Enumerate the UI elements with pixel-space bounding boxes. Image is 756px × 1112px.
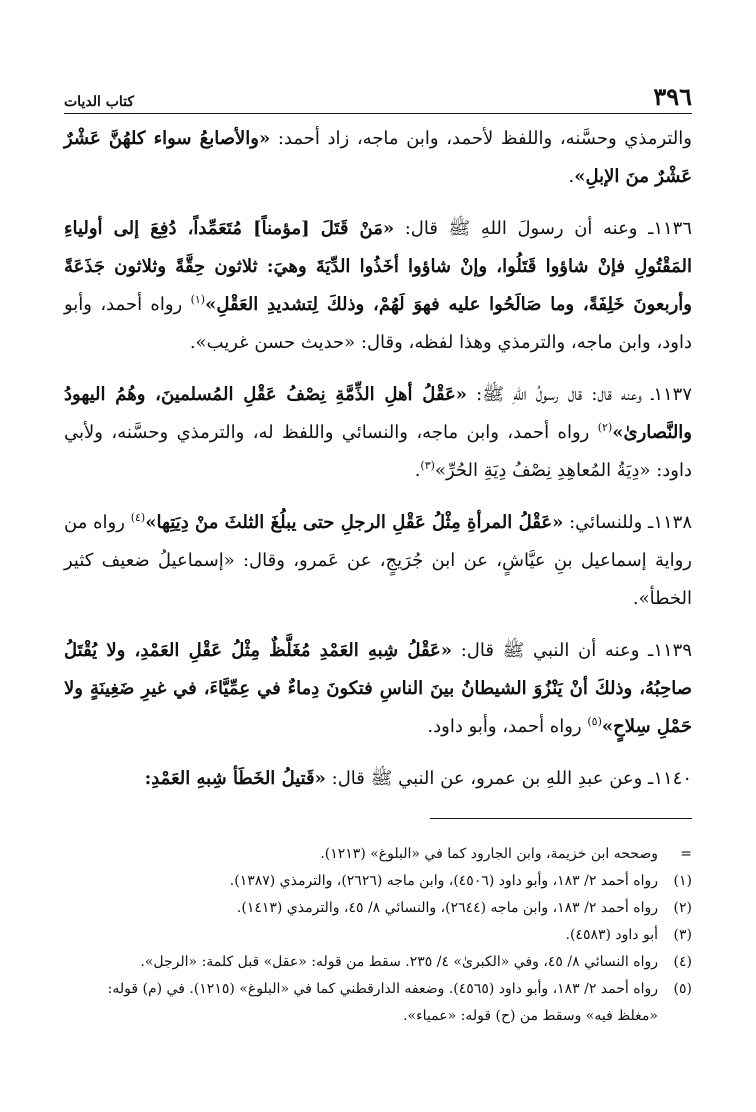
footnote-number: (٢) — [673, 900, 692, 916]
footnote-text: أبو داود (٤٥٨٣). — [565, 927, 658, 943]
footnote-divider — [430, 818, 692, 819]
footnote — [64, 895, 692, 922]
paragraph — [64, 760, 692, 798]
main-text — [64, 120, 692, 798]
paragraph-text: ١١٣٧ـ وعنه قال: قال رسولُ اللهِ ﷺ: — [466, 384, 692, 405]
hadith-text: «والأصابعُ سواء كلهُنَّ عَشْرٌ عَشْرٌ منَ الإبلِ» — [64, 128, 692, 187]
footnote-text: رواه أحمد ٢/ ١٨٣، وأبو داود (٤٥٦٥). وضعفه الدارقطني كما في «البلوغ» (١٢١٥). في (م) قوله: «مغلظ فيه» وسقط من (ح) قوله: «عمياء». — [107, 981, 658, 1024]
paragraph-tail: رواه أحمد، وابن ماجه، والنسائي واللفظ له، والترمذي وحسَّنه، ولأبي داود: «دِيَةُ المُعاهِدِ نِصْفُ دِيَةِ الحُرِّ» — [64, 422, 692, 481]
footnote-number: (٣) — [673, 927, 692, 943]
paragraph-tail: . — [414, 460, 421, 481]
footnote-ref: (٣) — [420, 459, 435, 472]
footnote — [64, 949, 692, 976]
paragraph-tail: رواه من رواية إسماعيل بنِ عيَّاشٍ، عن ابن جُرَيجٍ، عن عَمرو، وقال: «إسماعيلُ ضعيف كثير الخطأ». — [64, 512, 692, 609]
footnote — [64, 922, 692, 949]
paragraph-tail: رواه أحمد، وأبو داود. — [427, 716, 588, 737]
footnote-ref: (٤) — [130, 511, 146, 524]
hadith-text: «عَقْلُ شِبهِ العَمْدِ مُغَلَّظٌ مِثْلُ عَقْلِ العَمْدِ، ولا يُقْتَلُ صاحِبُهُ، وذلكَ أنْ يَنْزُوَ الشيطانُ بينَ الناسِ فتكونَ دِماءٌ في عِمِّيَّاءَ، في غيرِ ضَغِينَةٍ ولا حَمْلِ سِلاحٍ» — [64, 640, 692, 737]
footnote-ref: (٢) — [597, 421, 613, 434]
footnote-text: رواه النسائي ٨/ ٤٥، وفي «الكبرىٰ» ٤/ ٢٣٥. سقط من قوله: «عقل» قبل كلمة: «الرجل». — [140, 954, 658, 970]
hadith-text: «مَنْ قَتَلَ [مؤمناً] مُتَعَمِّداً، دُفِعَ إلى أولياءِ المَقْتُولِ فإنْ شاؤوا قَتَلُوا، وإنْ شاؤوا أخَذُوا الدِّيَةَ وهيَ: ثلاثون حِقَّةً وثلاثون جَذَعَةً وأربعونَ خَلِفَةً، وما صَالَحُوا عليه فهوَ لَهُمْ، وذلكَ لِتشديدِ العَقْلِ» — [64, 218, 692, 315]
paragraph-text: ١١٤٠ـ وعن عبدِ اللهِ بن عمرو، عن النبي ﷺ قال: — [325, 768, 692, 789]
paragraph — [64, 504, 692, 618]
paragraph-text: والترمذي وحسَّنه، واللفظ لأحمد، وابن ماجه، زاد أحمد: — [270, 128, 692, 149]
footnote — [64, 976, 692, 1030]
footnote-number: (١) — [673, 873, 692, 889]
footnote-ref: (٥) — [587, 715, 602, 728]
paragraph-tail: رواه أحمد، وأبو داود، وابن ماجه، والترمذي وهذا لفظه، وقال: «حديث حسن غريب». — [64, 294, 692, 353]
paragraph-tail: . — [568, 166, 575, 187]
footnote-ref: (١) — [190, 293, 206, 306]
footnote-text: رواه أحمد ٢/ ١٨٣، وأبو داود (٤٥٠٦)، وابن ماجه (٢٦٢٦)، والترمذي (١٣٨٧). — [229, 873, 658, 889]
footnote-number: (٥) — [673, 981, 692, 997]
page-header — [64, 78, 692, 114]
book-title: كتاب الديات — [64, 94, 135, 110]
footnote — [64, 841, 692, 868]
footnote-number: (٤) — [673, 954, 692, 970]
paragraph — [64, 376, 692, 490]
paragraph — [64, 210, 692, 362]
footnotes — [64, 841, 692, 1030]
paragraph — [64, 120, 692, 196]
paragraph-text: ١١٣٦ـ وعنه أن رسولَ اللهِ ﷺ قال: — [394, 218, 693, 239]
hadith-text: «عَقْلُ أهلِ الذِّمَّةِ نِصْفُ عَقْلِ المُسلمينَ، وهُمُ اليهودُ والنَّصارىٰ» — [64, 384, 692, 443]
footnote-text: رواه أحمد ٢/ ١٨٣، وابن ماجه (٢٦٤٤)، والنسائي ٨/ ٤٥، والترمذي (١٤١٣). — [236, 900, 658, 916]
hadith-text: «عَقْلُ المرأةِ مِثْلُ عَقْلِ الرجلِ حتى يبلُغَ الثلثَ منْ دِيَتِها» — [145, 512, 564, 533]
footnote-text: وصححه ابن خزيمة، وابن الجارود كما في «البلوغ» (١٢١٣). — [320, 846, 658, 862]
footnote-number: = — [680, 846, 692, 862]
paragraph-text: ١١٣٨ـ وللنسائي: — [563, 512, 692, 533]
page-number: ٣٩٦ — [653, 82, 692, 111]
paragraph — [64, 632, 692, 746]
paragraph-text: ١١٣٩ـ وعنه أن النبي ﷺ قال: — [452, 640, 692, 661]
footnote — [64, 868, 692, 895]
hadith-text: «قَتيلُ الخَطَأ شِبهِ العَمْدِ: — [144, 768, 326, 789]
